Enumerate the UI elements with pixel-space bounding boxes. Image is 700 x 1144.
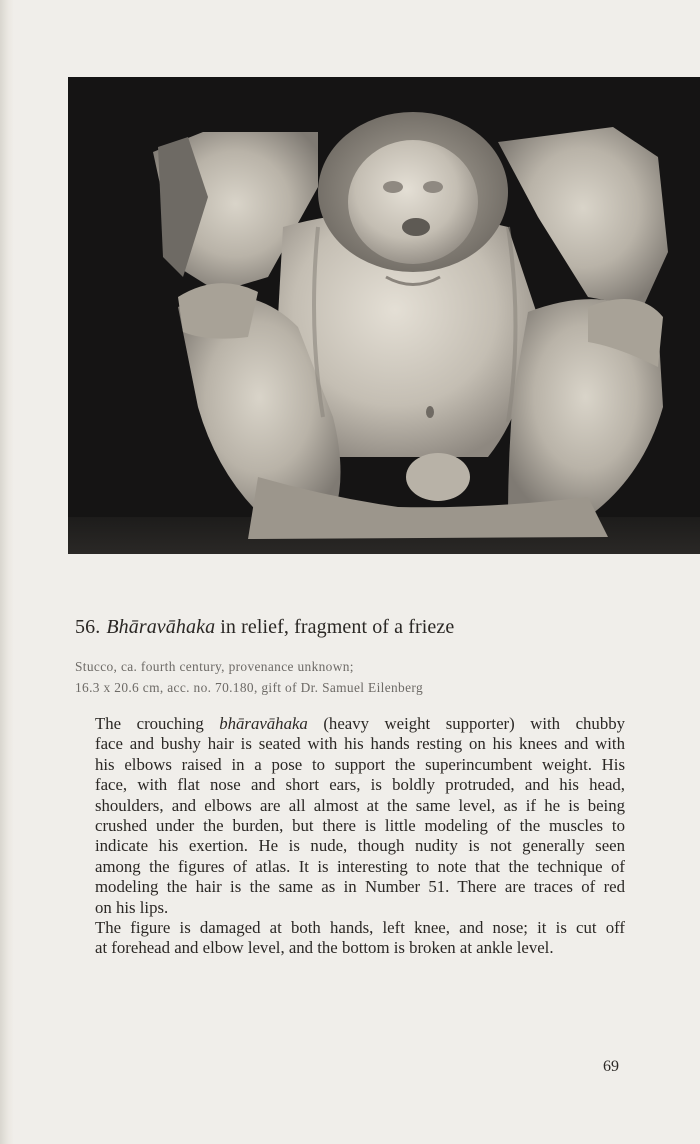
page-binding-edge: [0, 0, 14, 1144]
description-paragraph-1: [75, 714, 625, 918]
text-line: at forehead and elbow level, and the bottom is broken at ankle level.: [95, 938, 554, 958]
text-line: The figure is damaged at both hands, left knee, and nose; it is cut off: [95, 918, 625, 938]
description-paragraph-2: [75, 918, 625, 959]
text-line: indicate his exertion. He is nude, though nudity is not generally seen: [95, 836, 625, 856]
description-text: [75, 714, 625, 959]
text-line: modeling the hair is the same as in Number 51. There are traces of red: [95, 877, 625, 897]
text-line: among the figures of atlas. It is interesting to note that the technique of: [95, 856, 625, 876]
text-line: crushed under the burden, but there is little modeling of the muscles to: [95, 816, 625, 836]
figure-number: 56.: [75, 616, 101, 638]
text-line: The crouching bhāravāhaka (heavy weight supporter) with chubby: [95, 714, 625, 733]
text-line: on his lips.: [95, 897, 169, 917]
figure-metadata: [75, 656, 423, 698]
stucco-relief-figure: [68, 77, 700, 554]
text-line: his elbows raised in a pose to support the superincumbent weight. His: [95, 754, 625, 774]
relief-photograph: [68, 77, 700, 554]
text-line: face, with flat nose and short ears, is boldly protruded, and his head,: [95, 775, 625, 795]
text-line: face and bushy hair is seated with his hands resting on his knees and with: [95, 734, 625, 754]
figure-title-italic: Bhāravāhaka: [106, 616, 216, 638]
metadata-line-dimensions: 16.3 x 20.6 cm, acc. no. 70.180, gift of Dr. Samuel Eilenberg: [75, 680, 423, 695]
text-line: shoulders, and elbows are all almost at the same level, as if he is being: [95, 795, 625, 815]
figure-title-rest: in relief, fragment of a frieze: [215, 616, 455, 638]
metadata-line-material: Stucco, ca. fourth century, provenance unknown;: [75, 659, 354, 674]
figure-title: [75, 616, 454, 639]
page-number: 69: [603, 1058, 619, 1075]
